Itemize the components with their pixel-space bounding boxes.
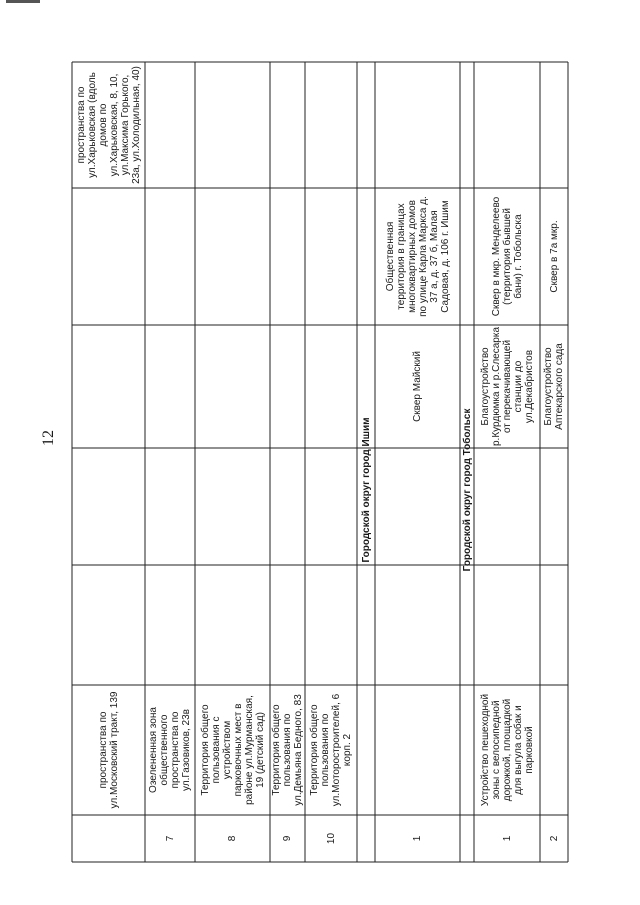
section-title: Городской округ город Тобольск: [461, 408, 473, 572]
section-header-tobolsk: [460, 295, 474, 685]
table-row: [195, 685, 270, 815]
cell-action: Благоустройство Аптекарского сада: [543, 343, 565, 430]
cell-object: Сквер в мкр. Менделеево (территория бывшей бани) г. Тобольска: [490, 196, 524, 317]
table-row: [145, 815, 195, 862]
cell-name: Территория общего пользования по ул.Моторостроителей, 6 корп. 2: [309, 693, 353, 807]
section-title: Городской округ город Ишим: [360, 417, 372, 563]
table-row: [270, 815, 305, 862]
cell-num: 9: [282, 835, 293, 842]
cell-name: Устройство пешеходной зоны с велосипедной дорожкой, площадкой для выгула собак и парковкой: [479, 693, 535, 807]
cell-num: 1: [412, 835, 423, 842]
cell-num: 10: [325, 832, 337, 845]
table-row: [474, 685, 540, 815]
cell-name: Озелененная зона общественного пространства по ул.Газовиков, 23в: [148, 707, 192, 793]
table-row: [540, 188, 568, 325]
table-row: [305, 815, 357, 862]
table-row: [474, 815, 540, 862]
table-row: [474, 325, 540, 448]
table-row: [145, 685, 195, 815]
cell-action: Благоустройство р.Курдюмка и р.Слесарка от перекачивающей станции до ул.Декабристов: [479, 326, 535, 447]
cell-num: 1: [501, 835, 513, 842]
table-row: [195, 815, 270, 862]
cell-name: пространства по ул.Московский тракт, 139: [97, 691, 120, 809]
cell-name: Территория общего пользования по ул.Демьяна Бедного, 83: [271, 694, 304, 806]
table-row: [270, 685, 305, 815]
table-row: [72, 685, 145, 815]
cell-num: 2: [548, 835, 560, 842]
table-row: [474, 188, 540, 325]
page-number: 12: [40, 430, 57, 446]
table-row: [540, 325, 568, 448]
cell-object: Сквер в 7а мкр.: [548, 220, 560, 293]
table-row: [375, 325, 460, 448]
cell-object: Общественная территория в границах многоквартирных домов по улице Карла Маркса д. 37 а, д. 37 б, Малая Садовая, д. 106 г. Ишим: [384, 196, 451, 317]
table-row: [540, 815, 568, 862]
table-row: [305, 685, 357, 815]
table-row: [72, 62, 145, 188]
cell-num: 8: [227, 835, 238, 842]
cell-action: Сквер Майский: [412, 351, 423, 422]
cell-num: 7: [164, 835, 176, 842]
table-row: [375, 815, 460, 862]
cell-name: Территория общего пользования с устройством парковочных мест в районе ул.Мурманская, 19 (детский сад): [199, 695, 266, 805]
section-header-ishim: [357, 295, 375, 685]
cell-address: пространства по ул.Харьковская (вдоль домов по ул.Харьковская, 8, 10, ул.Максима Горького, 23а, ул.Холодильная, 40): [75, 66, 142, 184]
table-row: [375, 188, 460, 325]
